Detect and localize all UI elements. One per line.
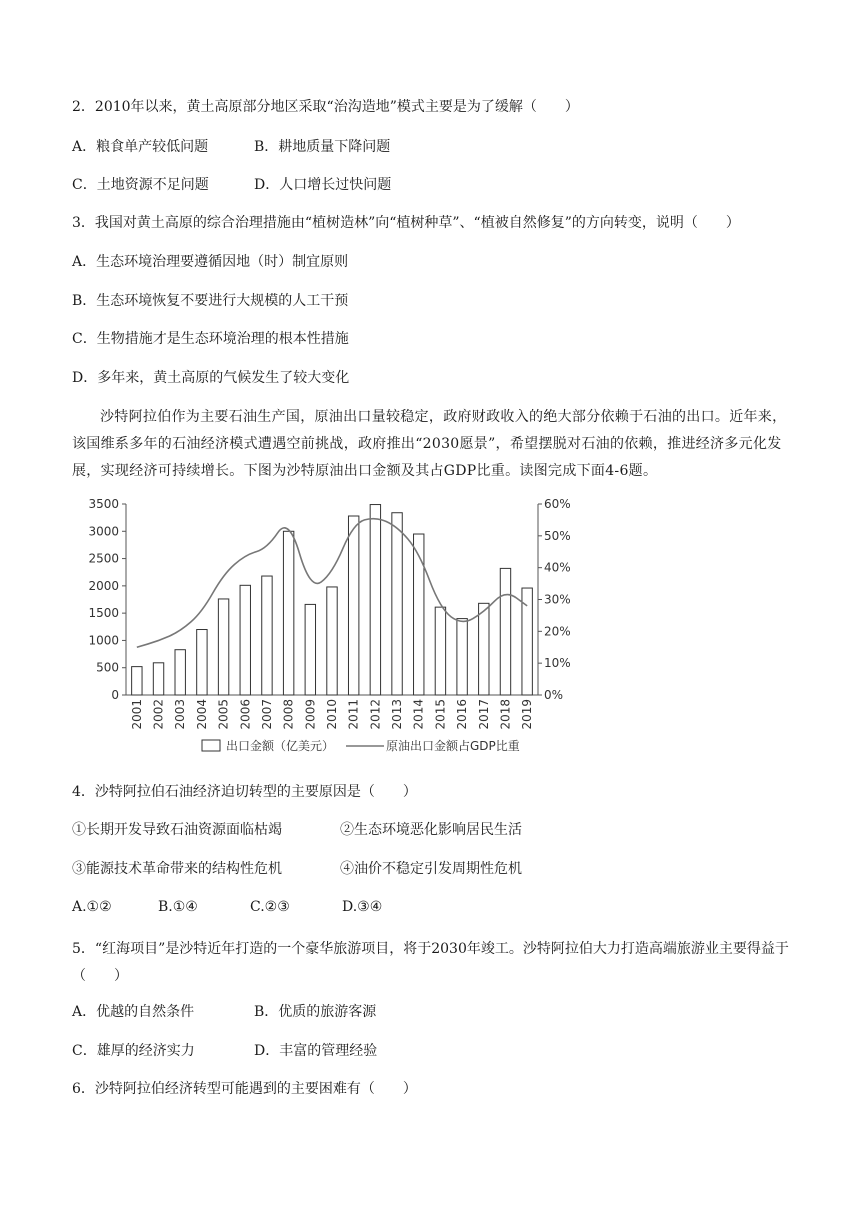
right-tick-label: 50% (544, 528, 571, 543)
bar (327, 587, 337, 695)
right-tick-label: 40% (544, 560, 571, 575)
oil-export-chart (74, 492, 571, 760)
q4-option-c: C.②③ (250, 899, 290, 915)
q2-stem: 2．2010年以来，黄土高原部分地区采取“治沟造地”模式主要是为了缓解（ ） (72, 99, 579, 115)
q2-option-c: C．土地资源不足问题 (72, 177, 209, 193)
bar (175, 650, 185, 695)
bar (240, 585, 250, 695)
bar (218, 599, 228, 695)
bar (197, 630, 207, 695)
q4-option-a: A.①② (72, 899, 112, 915)
q2-option-b: B．耕地质量下降问题 (254, 139, 391, 155)
x-tick-label: 2009 (303, 699, 318, 730)
q4-reason-3: ③能源技术革命带来的结构性危机 (72, 861, 282, 877)
left-tick-label: 2000 (88, 578, 119, 593)
right-tick-label: 30% (544, 592, 571, 607)
x-tick-label: 2010 (325, 699, 339, 730)
q5-option-c: C．雄厚的经济实力 (72, 1043, 195, 1059)
q3-option-b: B．生态环境恢复不要进行大规模的人工干预 (72, 293, 349, 309)
reading-passage: 沙特阿拉伯作为主要石油生产国，原油出口量较稳定，政府财政收入的绝大部分依赖于石油的出口。近年来，该国维系多年的石油经济模式遭遇空前挑战，政府推出“2030愿景”，希望摆脱对石油的依赖，推进经济多元化发展，实现经济可持续增长。下图为沙特原油出口金额及其占GDP比重。读图完成下面4-6题。 (72, 409, 787, 479)
x-tick-label: 2008 (281, 699, 296, 730)
q3-option-c: C．生物措施才是生态环境治理的根本性措施 (72, 331, 349, 347)
x-tick-label: 2016 (455, 699, 470, 730)
q5-options-row-1 (72, 1002, 376, 1022)
q5-option-d: D．丰富的管理经验 (254, 1043, 378, 1059)
q3-stem: 3．我国对黄土高原的综合治理措施由“植树造林”向“植树种草”、“植被自然修复”的方向转变，说明（ ） (72, 215, 740, 231)
bar (457, 619, 467, 695)
x-tick-label: 2002 (151, 699, 166, 730)
x-tick-label: 2012 (368, 699, 383, 730)
left-tick-label: 0 (111, 688, 119, 702)
bar (348, 516, 358, 695)
x-tick-label: 2018 (498, 699, 513, 730)
q4-reason-1: ①长期开发导致石油资源面临枯竭 (72, 822, 282, 838)
left-tick-label: 500 (96, 660, 119, 675)
q4-option-d: D.③④ (342, 899, 383, 915)
x-tick-label: 2005 (216, 699, 231, 730)
q4-reasons-row-2 (72, 859, 522, 879)
q4-reason-2: ②生态环境恶化影响居民生活 (340, 822, 522, 838)
legend-bar-swatch (202, 740, 220, 751)
left-tick-label: 1000 (88, 633, 119, 648)
q2-option-d: D．人口增长过快问题 (254, 177, 392, 193)
x-tick-label: 2007 (259, 699, 274, 730)
bar (414, 534, 424, 695)
legend-bar-label: 出口金额（亿美元） (226, 739, 335, 753)
q6-stem: 6．沙特阿拉伯经济转型可能遇到的主要困难有（ ） (72, 1081, 417, 1097)
bar (153, 663, 163, 695)
x-tick-label: 2011 (346, 699, 361, 730)
left-tick-label: 3000 (88, 524, 119, 539)
x-tick-label: 2003 (173, 699, 188, 730)
x-tick-label: 2001 (129, 699, 144, 730)
right-tick-label: 10% (544, 656, 571, 671)
x-tick-label: 2015 (433, 699, 448, 730)
x-tick-label: 2014 (411, 699, 426, 730)
left-tick-label: 3500 (88, 497, 119, 511)
bar (283, 531, 293, 695)
left-tick-label: 2500 (88, 551, 119, 566)
q2-options-row-2 (72, 175, 391, 195)
right-tick-label: 20% (544, 624, 571, 639)
bar (392, 513, 402, 695)
bar (132, 667, 142, 695)
left-tick-label: 1500 (88, 606, 119, 621)
right-tick-label: 60% (544, 497, 571, 511)
bar (262, 576, 272, 695)
bar (435, 607, 445, 695)
x-tick-label: 2006 (238, 699, 253, 730)
q5-option-b: B．优质的旅游客源 (254, 1004, 377, 1020)
q2-option-a: A．粮食单产较低问题 (72, 139, 209, 155)
bar (479, 603, 489, 695)
q5-option-a: A．优越的自然条件 (72, 1004, 195, 1020)
q4-option-b: B.①④ (158, 899, 198, 915)
q4-reasons-row-1 (72, 820, 522, 840)
right-tick-label: 0% (544, 688, 564, 702)
bar (500, 568, 510, 695)
q5-stem: 5．“红海项目”是沙特近年打造的一个豪华旅游项目，将于2030年竣工。沙特阿拉伯大力打造高端旅游业主要得益于（ ） (72, 941, 789, 984)
q3-option-a: A．生态环境治理要遵循因地（时）制宜原则 (72, 254, 349, 270)
x-tick-label: 2004 (194, 699, 209, 730)
bar (370, 505, 380, 695)
x-tick-label: 2013 (390, 699, 405, 730)
x-tick-label: 2019 (520, 699, 535, 730)
x-tick-label: 2017 (476, 699, 491, 730)
q5-options-row-2 (72, 1041, 377, 1061)
q4-stem: 4．沙特阿拉伯石油经济迫切转型的主要原因是（ ） (72, 784, 417, 800)
q4-options-row (72, 897, 382, 917)
q4-reason-4: ④油价不稳定引发周期性危机 (340, 861, 522, 877)
q2-options-row-1 (72, 137, 390, 157)
bar (305, 604, 315, 695)
q3-option-d: D．多年来，黄土高原的气候发生了较大变化 (72, 370, 350, 386)
legend-line-label: 原油出口金额占GDP比重 (386, 739, 520, 753)
